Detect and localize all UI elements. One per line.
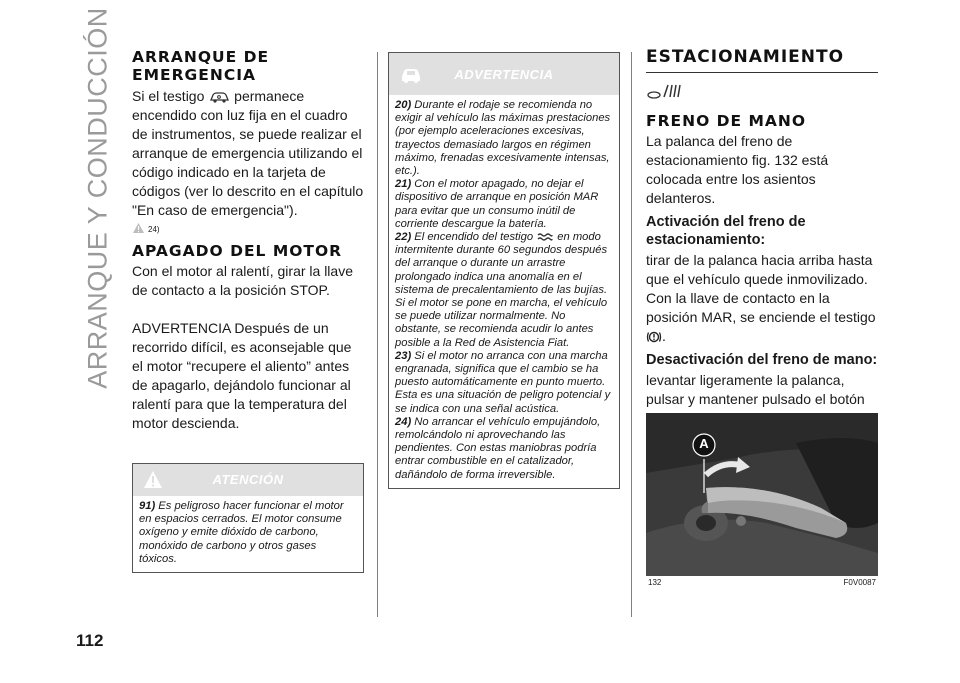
warning-triangle-icon [132,222,145,234]
advertencia-item-text-b: en modo intermitente durante 60 segundos después del arranque o durante un arrastre prolongado indica una anomalía en el sistema de precalentamiento de las bujías. Si el motor se pone en marcha, el vehículo se puede utilizar normalmente. No obstante, se recomienda acudir lo antes posible a la Red de Asistencia Fiat. [395,231,608,349]
advertencia-item [395,99,613,178]
brake-warning-icon [646,330,662,344]
advertencia-item-number: 24) [395,415,412,428]
column-1 [132,48,364,573]
advertencia-item [395,178,613,231]
atencion-item-number: 91) [139,500,156,512]
advertencia-item [395,350,613,416]
column-2 [388,52,620,489]
atencion-box-body [133,496,363,572]
atencion-item-text: Es peligroso hacer funcionar el motor en espacios cerrados. El motor consume oxígeno y emite dióxido de carbono, monóxido de carbono y otros gases tóxicos. [139,500,344,565]
column-divider-1 [377,52,378,617]
advertencia-note-text: ADVERTENCIA Después de un recorrido difícil, es aconsejable que el motor “recupere el aliento” antes de apagarlo, dejándolo funcionar al ralentí para que la temperatura del motor descienda. [132,320,352,431]
atencion-box-header [133,464,363,496]
advertencia-item-number: 21) [395,178,412,191]
handbrake-heading: FRENO DE MANO [646,112,807,130]
parking-symbol-icon [646,81,686,101]
advertencia-item [395,416,613,482]
figure-caption [646,578,878,590]
advertencia-item-text: No arrancar el vehículo empujándolo, remolcándolo ni aprovechando las pendientes. Con estas maniobras podría entrar combustible en el catalizador, dañándolo de forma irreversible. [395,415,601,481]
emergency-start-text [132,87,364,220]
emergency-start-text-a: Si el testigo [132,88,205,104]
emergency-start-text-b: permanece encendido con luz fija en el cuadro de instrumentos, se puede realizar el arranque de emergencia utilizando el código indicado en la tarjeta de códigos (ver lo descrito en el capítulo "En caso de emergencia"). [132,88,364,218]
deactivation-heading: Desactivación del freno de mano: [646,352,878,368]
warning-ref-number: 24) [148,225,160,234]
heading-underline [646,72,878,73]
column-divider-2 [631,52,632,617]
engine-off-heading: APAGADO DEL MOTOR [132,242,343,260]
advertencia-item-text: Con el motor apagado, no dejar el dispositivo de arranque en posición MAR para evitar que un consumo inútil de corriente descargue la batería. [395,178,599,230]
immobilizer-warning-icon [208,90,230,104]
activation-heading: Activación del freno de estacionamiento: [646,214,806,248]
advertencia-item [395,231,613,350]
figure-label-a: A [699,436,709,451]
glow-plug-icon [536,232,554,242]
advertencia-item-number: 20) [395,99,412,111]
figure-code: F0V0087 [843,578,876,587]
engine-off-text: Con el motor al ralentí, girar la llave de contacto a la posición STOP. [132,263,353,298]
handbrake-illustration [646,413,878,576]
atencion-box-title: ATENCIÓN [212,472,284,487]
advertencia-item-number: 23) [395,349,412,362]
side-chapter-title-text: ARRANQUE Y CONDUCCIÓN [82,7,113,389]
advertencia-box-header [389,53,619,95]
advertencia-box-title: ADVERTENCIA [454,67,554,82]
warning-ref-24 [132,222,364,234]
advertencia-item-text: Si el motor no arranca con una marcha engranada, significa que el cambio se ha puesto automáticamente en punto muerto. Esta es una situación de peligro potencial y se indica con una señal acústica. [395,349,611,415]
page-number: 112 [76,631,104,650]
advertencia-item-number: 22) [395,231,412,244]
advertencia-item-text: Durante el rodaje se recomienda no exigir al vehículo las máximas prestaciones (por ejemplo aceleraciones excesivas, trayectos demasiado largos en régimen máximo, frenadas excesivamente intensas, etc.). [395,99,611,178]
advertencia-box-body [389,95,619,488]
figure-number: 132 [648,578,662,587]
activation-text [646,251,878,346]
atencion-box [132,463,364,573]
parking-heading: ESTACIONAMIENTO [646,47,845,67]
activation-text-end: . [662,328,666,344]
emergency-start-heading: ARRANQUE DE EMERGENCIA [132,48,270,84]
deactivation-text-a: levantar ligeramente la palanca, pulsar y mantener pulsado el botón [646,372,865,407]
handbrake-text: La palanca del freno de estacionamiento fig. 132 está colocada entre los asientos delanteros. [646,133,829,206]
activation-text-a: tirar de la palanca hacia arriba hasta que el vehículo quede inmovilizado. Con la llave de contacto en la posición MAR, se enciende el testigo [646,252,876,325]
advertencia-box [388,52,620,489]
advertencia-item-text: El encendido del testigo [414,231,534,244]
side-chapter-title [78,7,118,389]
handbrake-figure [646,413,878,576]
